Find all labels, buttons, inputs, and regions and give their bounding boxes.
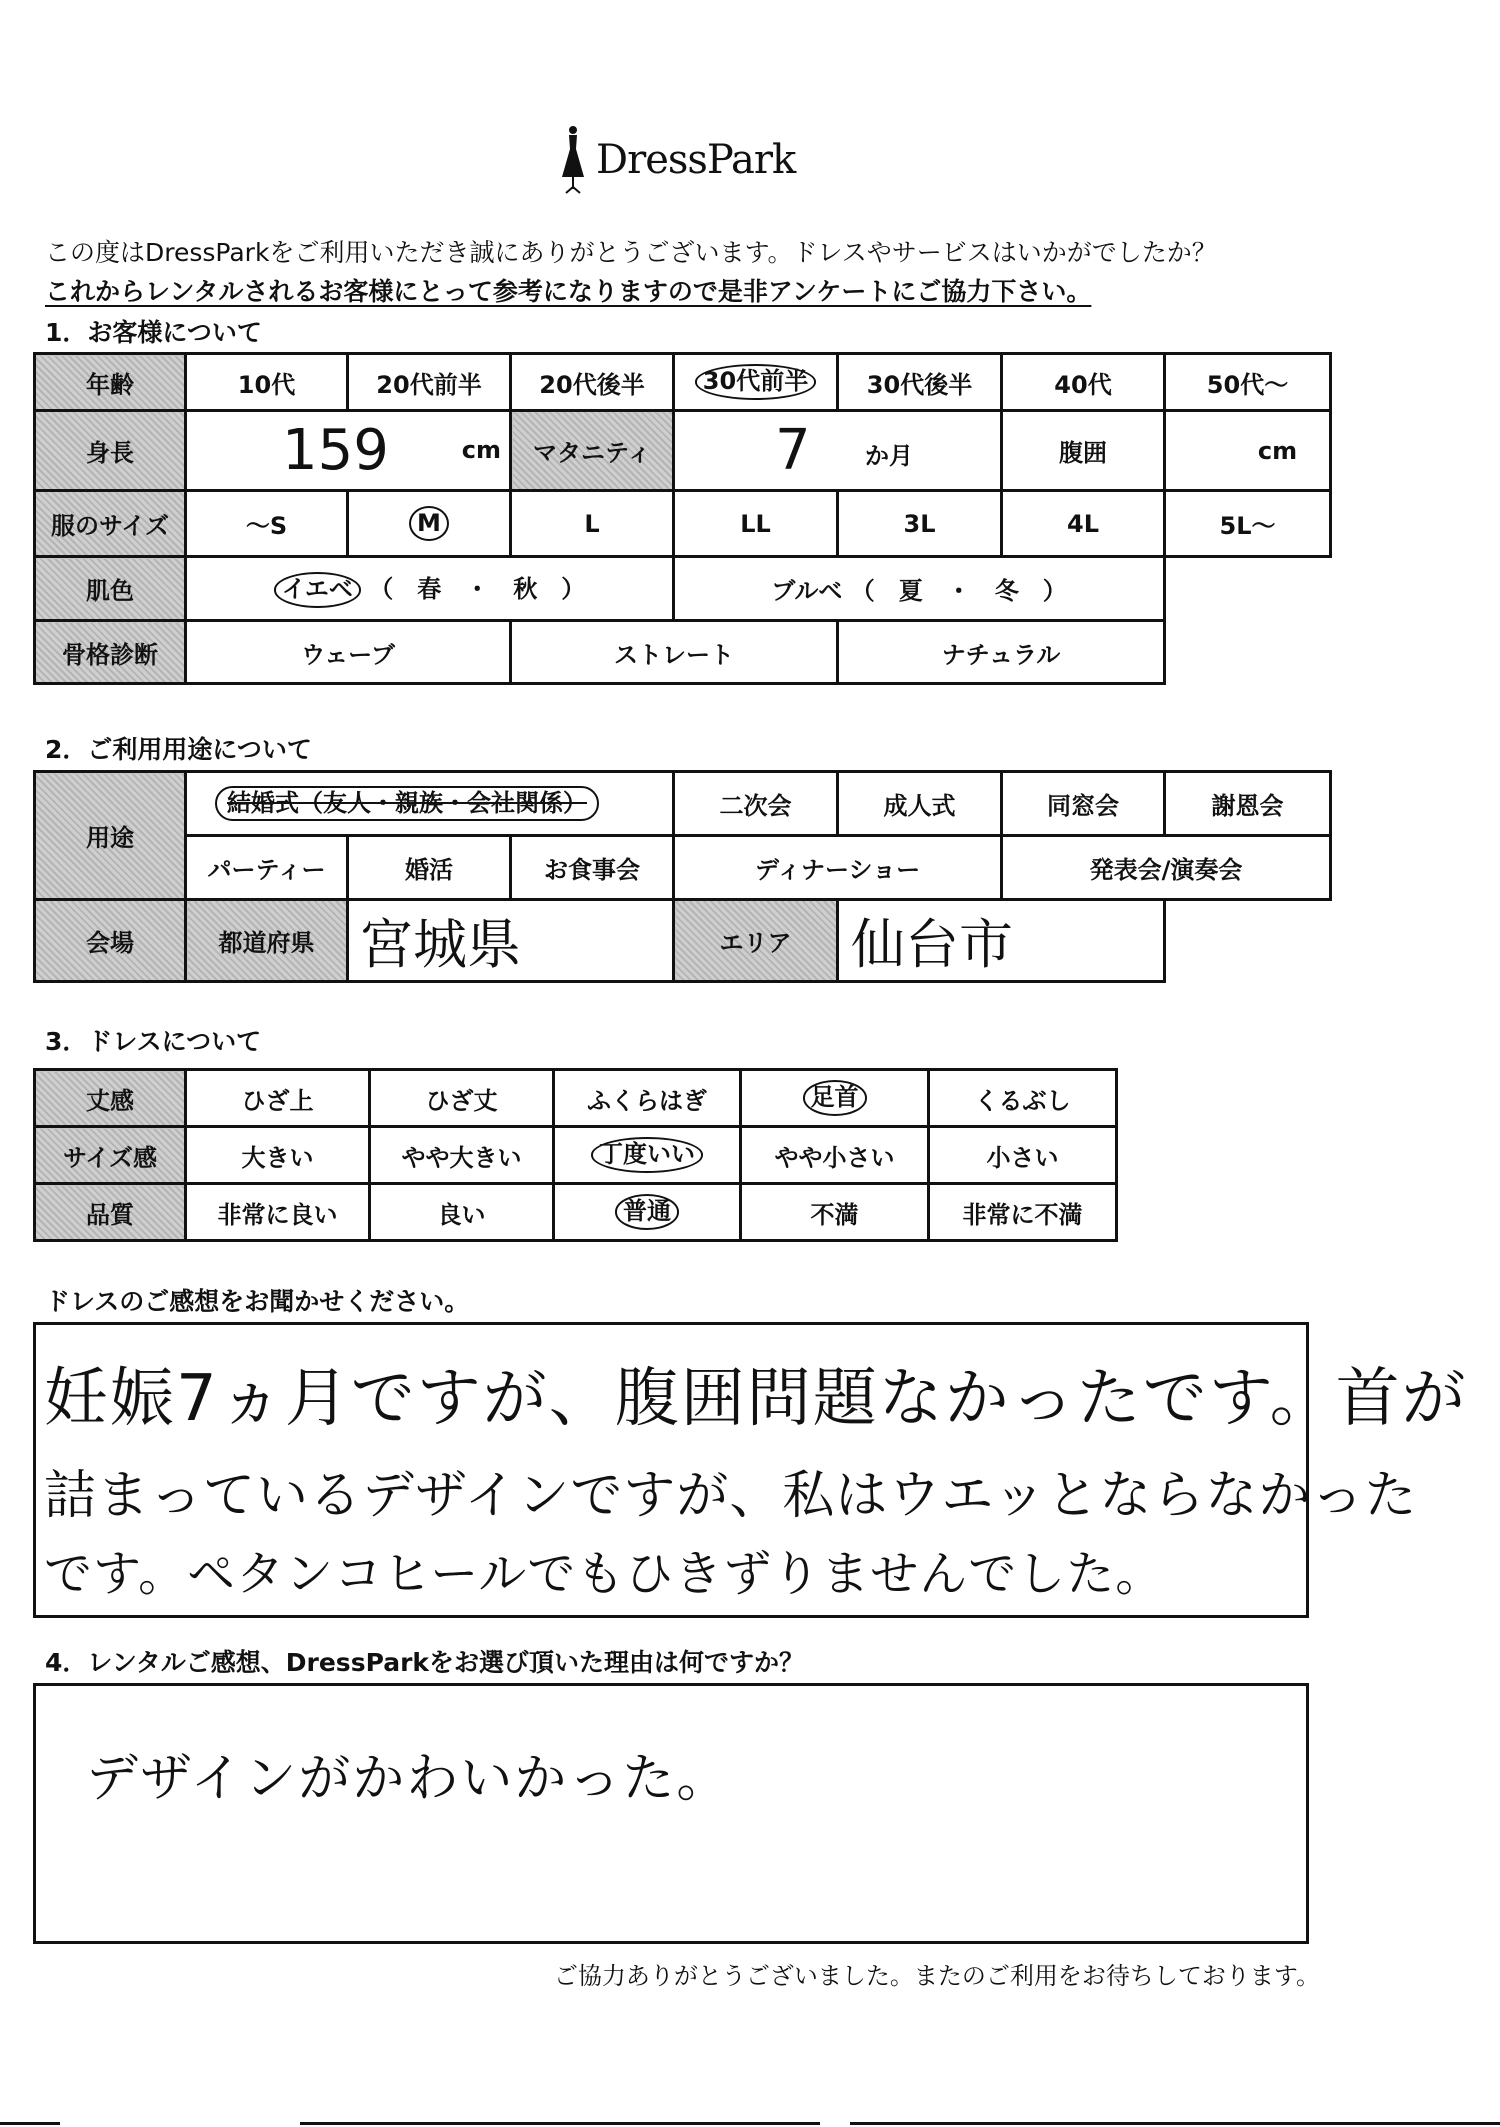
impressions-title: ドレスのご感想をお聞かせください。 [45, 1287, 470, 1316]
skin-yellow-cell[interactable] [186, 557, 674, 621]
section2-title: 2．ご利用用途について [45, 735, 312, 764]
blue-seasons: （ 夏 ・ 冬 ） [850, 577, 1067, 605]
body-type-option[interactable]: ストレート [511, 621, 838, 684]
impression-line: 詰まっているデザインですが、私はウエッとならなかった [44, 1466, 1418, 1526]
waist-label: 腹囲 [1002, 411, 1165, 491]
fit-option[interactable]: やや大きい [370, 1127, 554, 1184]
size-label: 服のサイズ [35, 491, 186, 557]
length-label: 丈感 [35, 1070, 186, 1127]
age-option[interactable]: 20代前半 [348, 354, 511, 411]
wedding-label: 結婚式（友人・親族・会社関係） [227, 788, 587, 817]
size-option[interactable]: 4L [1002, 491, 1165, 557]
customer-table [33, 352, 1332, 685]
logo-text: DressPark [596, 137, 796, 183]
purpose-option[interactable]: 婚活 [348, 836, 511, 900]
quality-option[interactable]: 非常に良い [186, 1184, 370, 1241]
purpose-option[interactable]: 謝恩会 [1165, 772, 1331, 836]
selection-circle: 普通 [615, 1194, 679, 1229]
fit-label: サイズ感 [35, 1127, 186, 1184]
age-option-selected[interactable] [674, 354, 838, 411]
length-option[interactable]: ひざ上 [186, 1070, 370, 1127]
wedding-option[interactable] [186, 772, 674, 836]
scan-edge-line [0, 2122, 60, 2125]
brand-logo [560, 125, 795, 195]
waist-cell[interactable] [1165, 411, 1331, 491]
selection-circle [215, 786, 599, 821]
selection-circle: 足首 [803, 1080, 867, 1115]
prefecture-field[interactable] [348, 900, 674, 982]
selection-circle: 丁度いい [591, 1137, 703, 1172]
body-type-label: 骨格診断 [35, 621, 186, 684]
age-option[interactable]: 50代～ [1165, 354, 1331, 411]
purpose-option[interactable]: パーティー [186, 836, 348, 900]
maternity-cell[interactable] [674, 411, 1002, 491]
purpose-option[interactable]: 発表会/演奏会 [1002, 836, 1331, 900]
length-option-selected[interactable] [741, 1070, 929, 1127]
fit-option[interactable]: やや小さい [741, 1127, 929, 1184]
maternity-label: マタニティ [511, 411, 674, 491]
prefecture-label: 都道府県 [186, 900, 348, 982]
age-label: 年齢 [35, 354, 186, 411]
purpose-table [33, 770, 1332, 983]
fit-option[interactable]: 小さい [929, 1127, 1117, 1184]
height-value: 159 [282, 418, 389, 483]
fit-option[interactable]: 大きい [186, 1127, 370, 1184]
reason-answer: デザインがかわいかった。 [86, 1749, 731, 1809]
scan-edge-line [300, 2122, 820, 2125]
height-cell[interactable] [186, 411, 511, 491]
selection-circle: 30代前半 [695, 364, 816, 399]
size-option[interactable]: 5L～ [1165, 491, 1331, 557]
age-option[interactable]: 10代 [186, 354, 348, 411]
purpose-label: 用途 [35, 772, 186, 900]
maternity-unit: か月 [865, 442, 913, 470]
size-option[interactable]: L [511, 491, 674, 557]
quality-option[interactable]: 非常に不満 [929, 1184, 1117, 1241]
waist-unit: cm [1257, 436, 1298, 465]
height-label: 身長 [35, 411, 186, 491]
intro-text: この度はDressParkをご利用いただき誠にありがとうございます。ドレスやサービスはいかがでしたか？ [45, 238, 1217, 267]
purpose-option[interactable]: 同窓会 [1002, 772, 1165, 836]
intro-request: これからレンタルされるお客様にとって参考になりますので是非アンケートにご協力下さい。 [45, 277, 1092, 306]
skin-label: 肌色 [35, 557, 186, 621]
quality-option-selected[interactable] [554, 1184, 741, 1241]
size-option[interactable]: 3L [838, 491, 1002, 557]
closing-message: ご協力ありがとうございました。またのご利用をお待ちしております。 [553, 1962, 1320, 1990]
purpose-option[interactable]: 二次会 [674, 772, 838, 836]
blue-label: ブルベ [771, 577, 843, 605]
length-option[interactable]: ふくらはぎ [554, 1070, 741, 1127]
body-type-option[interactable]: ナチュラル [838, 621, 1165, 684]
length-option[interactable]: くるぶし [929, 1070, 1117, 1127]
fit-option-selected[interactable] [554, 1127, 741, 1184]
size-option[interactable]: LL [674, 491, 838, 557]
reason-box[interactable] [33, 1683, 1309, 1944]
quality-label: 品質 [35, 1184, 186, 1241]
purpose-option[interactable]: ディナーショー [674, 836, 1002, 900]
purpose-option[interactable]: お食事会 [511, 836, 674, 900]
impression-line: です。ペタンコヒールでもひきずりませんでした。 [44, 1546, 1165, 1602]
scan-edge-line [850, 2122, 1500, 2125]
area-label: エリア [674, 900, 838, 982]
yellow-seasons: （ 春 ・ 秋 ） [369, 575, 586, 604]
skin-blue-cell[interactable] [674, 557, 1165, 621]
dress-logo-icon [560, 125, 586, 195]
quality-option[interactable]: 不満 [741, 1184, 929, 1241]
area-field[interactable] [838, 900, 1165, 982]
section4-title: 4．レンタルご感想、DressParkをお選び頂いた理由は何ですか？ [45, 1648, 805, 1677]
selection-circle: イエベ [274, 572, 361, 607]
maternity-value: 7 [775, 418, 811, 483]
selection-circle: M [409, 506, 449, 541]
age-option[interactable]: 20代後半 [511, 354, 674, 411]
prefecture-value: 宮城県 [359, 913, 521, 976]
age-option[interactable]: 30代後半 [838, 354, 1002, 411]
purpose-option[interactable]: 成人式 [838, 772, 1002, 836]
area-value: 仙台市 [851, 913, 1014, 976]
age-option[interactable]: 40代 [1002, 354, 1165, 411]
body-type-option[interactable]: ウェーブ [186, 621, 511, 684]
height-unit: cm [461, 436, 501, 464]
venue-label: 会場 [35, 900, 186, 982]
dress-table [33, 1068, 1118, 1242]
section3-title: 3．ドレスについて [45, 1027, 262, 1056]
quality-option[interactable]: 良い [370, 1184, 554, 1241]
size-option-selected[interactable] [348, 491, 511, 557]
section1-title: 1．お客様について [45, 318, 262, 347]
length-option[interactable]: ひざ丈 [370, 1070, 554, 1127]
impression-line: 妊娠7ヵ月ですが、腹囲問題なかったです。首が [44, 1362, 1468, 1436]
impressions-box[interactable] [33, 1322, 1468, 1618]
size-option[interactable]: ～S [186, 491, 348, 557]
